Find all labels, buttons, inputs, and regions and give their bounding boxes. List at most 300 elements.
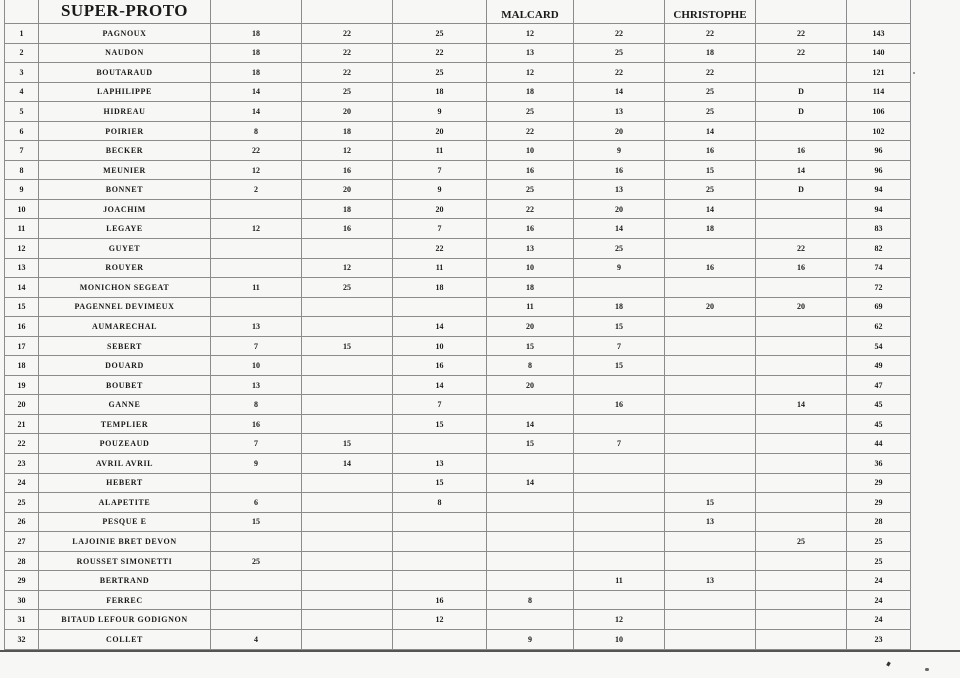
table-row xyxy=(5,121,911,141)
race-score-cell: 7 xyxy=(393,219,487,239)
table-row xyxy=(5,63,911,83)
race-score-cell xyxy=(756,219,847,239)
total-points-cell: 36 xyxy=(847,454,911,474)
race-score-cell: 18 xyxy=(487,82,574,102)
race-score-cell: 18 xyxy=(665,43,756,63)
rank-cell: 5 xyxy=(5,102,39,122)
table-row xyxy=(5,512,911,532)
total-points-cell: 140 xyxy=(847,43,911,63)
rank-cell: 18 xyxy=(5,356,39,376)
race-score-cell xyxy=(302,473,393,493)
race-score-cell: 12 xyxy=(211,160,302,180)
total-points-cell: 143 xyxy=(847,24,911,44)
race-column-header xyxy=(574,0,665,24)
rank-cell: 13 xyxy=(5,258,39,278)
table-row xyxy=(5,102,911,122)
race-score-cell: 13 xyxy=(574,180,665,200)
rank-cell: 16 xyxy=(5,317,39,337)
race-score-cell xyxy=(487,571,574,591)
race-score-cell xyxy=(487,610,574,630)
race-score-cell xyxy=(756,356,847,376)
competitor-name-cell: DOUARD xyxy=(39,356,211,376)
race-score-cell: 22 xyxy=(487,199,574,219)
rank-cell: 11 xyxy=(5,219,39,239)
race-score-cell: D xyxy=(756,180,847,200)
table-row xyxy=(5,375,911,395)
race-score-cell: 16 xyxy=(756,141,847,161)
race-score-cell: 13 xyxy=(665,512,756,532)
rank-cell: 26 xyxy=(5,512,39,532)
table-row xyxy=(5,297,911,317)
race-score-cell: 8 xyxy=(487,356,574,376)
race-score-cell: 16 xyxy=(393,356,487,376)
total-points-cell: 45 xyxy=(847,414,911,434)
race-score-cell xyxy=(665,395,756,415)
race-score-cell xyxy=(211,239,302,259)
race-score-cell xyxy=(574,512,665,532)
competitor-name-cell: MONICHON SEGEAT xyxy=(39,278,211,298)
race-score-cell xyxy=(756,629,847,649)
total-points-cell: 23 xyxy=(847,629,911,649)
table-row xyxy=(5,551,911,571)
rank-cell: 27 xyxy=(5,532,39,552)
total-points-cell: 25 xyxy=(847,551,911,571)
race-score-cell xyxy=(756,63,847,83)
competitor-name-cell: BOUBET xyxy=(39,375,211,395)
race-score-cell: 20 xyxy=(665,297,756,317)
race-score-cell xyxy=(665,629,756,649)
table-row xyxy=(5,258,911,278)
scan-speck xyxy=(925,668,929,671)
table-row xyxy=(5,278,911,298)
rank-cell: 20 xyxy=(5,395,39,415)
competitor-name-cell: PAGENNEL DEVIMEUX xyxy=(39,297,211,317)
race-score-cell xyxy=(211,473,302,493)
competitor-name-cell: POIRIER xyxy=(39,121,211,141)
race-score-cell: 10 xyxy=(574,629,665,649)
race-score-cell: 20 xyxy=(393,199,487,219)
race-score-cell: 22 xyxy=(756,239,847,259)
rank-cell: 28 xyxy=(5,551,39,571)
table-row xyxy=(5,180,911,200)
total-points-cell: 29 xyxy=(847,473,911,493)
race-score-cell: 14 xyxy=(574,219,665,239)
race-score-cell: 15 xyxy=(302,434,393,454)
race-score-cell: 7 xyxy=(393,160,487,180)
race-score-cell: 25 xyxy=(665,102,756,122)
race-score-cell: 15 xyxy=(665,160,756,180)
total-points-cell: 47 xyxy=(847,375,911,395)
race-score-cell xyxy=(302,551,393,571)
competitor-name-cell: LEGAYE xyxy=(39,219,211,239)
race-score-cell: 20 xyxy=(487,317,574,337)
race-score-cell xyxy=(665,610,756,630)
race-score-cell xyxy=(302,375,393,395)
competitor-name-cell: HEBERT xyxy=(39,473,211,493)
race-score-cell xyxy=(574,532,665,552)
race-column-header xyxy=(211,0,302,24)
race-score-cell: 13 xyxy=(665,571,756,591)
race-score-cell: 16 xyxy=(302,219,393,239)
total-points-cell: 102 xyxy=(847,121,911,141)
race-score-cell: 15 xyxy=(393,473,487,493)
race-score-cell: 12 xyxy=(393,610,487,630)
competitor-name-cell: ROUYER xyxy=(39,258,211,278)
race-score-cell xyxy=(302,297,393,317)
rank-cell: 6 xyxy=(5,121,39,141)
race-score-cell: 22 xyxy=(665,63,756,83)
race-score-cell: 16 xyxy=(574,160,665,180)
race-score-cell: 11 xyxy=(211,278,302,298)
category-title: SUPER-PROTO xyxy=(39,0,211,24)
total-points-cell: 45 xyxy=(847,395,911,415)
race-score-cell: 22 xyxy=(393,43,487,63)
competitor-name-cell: MEUNIER xyxy=(39,160,211,180)
race-score-cell: 25 xyxy=(665,180,756,200)
race-score-cell xyxy=(211,610,302,630)
race-column-header xyxy=(756,0,847,24)
race-score-cell: 7 xyxy=(574,434,665,454)
race-score-cell xyxy=(665,434,756,454)
table-row xyxy=(5,199,911,219)
table-row xyxy=(5,590,911,610)
competitor-name-cell: BITAUD LEFOUR GODIGNON xyxy=(39,610,211,630)
race-score-cell xyxy=(302,395,393,415)
competitor-name-cell: PAGNOUX xyxy=(39,24,211,44)
total-points-cell: 82 xyxy=(847,239,911,259)
race-score-cell: 16 xyxy=(211,414,302,434)
race-score-cell xyxy=(756,610,847,630)
table-row xyxy=(5,454,911,474)
race-score-cell: 12 xyxy=(211,219,302,239)
race-score-cell: 15 xyxy=(211,512,302,532)
race-score-cell xyxy=(756,121,847,141)
table-row xyxy=(5,414,911,434)
race-score-cell xyxy=(487,454,574,474)
total-points-cell: 94 xyxy=(847,180,911,200)
competitor-name-cell: SEBERT xyxy=(39,336,211,356)
competitor-name-cell: BOUTARAUD xyxy=(39,63,211,83)
race-score-cell: 20 xyxy=(574,121,665,141)
rank-cell: 12 xyxy=(5,239,39,259)
race-score-cell: 12 xyxy=(487,24,574,44)
race-score-cell: 25 xyxy=(487,180,574,200)
race-score-cell: 9 xyxy=(393,180,487,200)
table-row xyxy=(5,336,911,356)
race-score-cell: 25 xyxy=(393,24,487,44)
race-score-cell: 14 xyxy=(756,160,847,180)
rank-cell: 17 xyxy=(5,336,39,356)
race-score-cell: 14 xyxy=(487,414,574,434)
points-header xyxy=(847,0,911,24)
race-score-cell xyxy=(302,317,393,337)
race-score-cell xyxy=(574,414,665,434)
race-score-cell: 8 xyxy=(487,590,574,610)
race-score-cell: 20 xyxy=(487,375,574,395)
rank-cell: 9 xyxy=(5,180,39,200)
race-score-cell: 12 xyxy=(487,63,574,83)
competitor-name-cell: COLLET xyxy=(39,629,211,649)
race-score-cell xyxy=(211,199,302,219)
race-score-cell: 22 xyxy=(211,141,302,161)
total-points-cell: 74 xyxy=(847,258,911,278)
race-score-cell: D xyxy=(756,82,847,102)
race-score-cell: 15 xyxy=(665,493,756,513)
race-score-cell: 18 xyxy=(211,63,302,83)
competitor-name-cell: BECKER xyxy=(39,141,211,161)
race-score-cell: 14 xyxy=(756,395,847,415)
table-row xyxy=(5,141,911,161)
race-score-cell: 16 xyxy=(574,395,665,415)
race-score-cell: 18 xyxy=(487,278,574,298)
race-score-cell xyxy=(665,356,756,376)
race-score-cell xyxy=(756,551,847,571)
table-row xyxy=(5,395,911,415)
table-row xyxy=(5,317,911,337)
rank-header xyxy=(5,0,39,24)
competitor-name-cell: PESQUE E xyxy=(39,512,211,532)
race-score-cell xyxy=(756,317,847,337)
competitor-name-cell: BONNET xyxy=(39,180,211,200)
competitor-name-cell: HIDREAU xyxy=(39,102,211,122)
race-score-cell: 14 xyxy=(665,121,756,141)
rank-cell: 19 xyxy=(5,375,39,395)
race-score-cell: 25 xyxy=(487,102,574,122)
race-score-cell: D xyxy=(756,102,847,122)
competitor-name-cell: AVRIL AVRIL xyxy=(39,454,211,474)
table-row xyxy=(5,160,911,180)
race-score-cell xyxy=(211,532,302,552)
competitor-name-cell: ROUSSET SIMONETTI xyxy=(39,551,211,571)
race-score-cell: 18 xyxy=(302,199,393,219)
race-score-cell: 22 xyxy=(302,63,393,83)
race-score-cell: 22 xyxy=(393,239,487,259)
race-score-cell xyxy=(211,258,302,278)
race-score-cell: 11 xyxy=(574,571,665,591)
race-score-cell: 9 xyxy=(211,454,302,474)
race-score-cell: 9 xyxy=(487,629,574,649)
race-score-cell: 14 xyxy=(393,375,487,395)
rank-cell: 15 xyxy=(5,297,39,317)
rank-cell: 1 xyxy=(5,24,39,44)
race-score-cell: 9 xyxy=(574,258,665,278)
race-column-header: CHRISTOPHE xyxy=(665,0,756,24)
rank-cell: 21 xyxy=(5,414,39,434)
table-row xyxy=(5,473,911,493)
race-score-cell: 10 xyxy=(393,336,487,356)
race-score-cell: 13 xyxy=(487,239,574,259)
race-score-cell: 18 xyxy=(211,43,302,63)
race-score-cell: 20 xyxy=(393,121,487,141)
race-score-cell: 13 xyxy=(211,317,302,337)
total-points-cell: 25 xyxy=(847,532,911,552)
race-score-cell xyxy=(302,532,393,552)
race-score-cell: 14 xyxy=(393,317,487,337)
race-score-cell xyxy=(393,532,487,552)
race-score-cell: 14 xyxy=(665,199,756,219)
race-score-cell: 18 xyxy=(393,82,487,102)
competitor-name-cell: AUMARECHAL xyxy=(39,317,211,337)
competitor-name-cell: TEMPLIER xyxy=(39,414,211,434)
race-score-cell xyxy=(756,336,847,356)
race-score-cell xyxy=(211,571,302,591)
race-score-cell: 15 xyxy=(487,434,574,454)
rank-cell: 23 xyxy=(5,454,39,474)
race-score-cell: 12 xyxy=(302,141,393,161)
table-row xyxy=(5,610,911,630)
race-score-cell xyxy=(302,629,393,649)
race-score-cell xyxy=(393,297,487,317)
competitor-name-cell: BERTRAND xyxy=(39,571,211,591)
race-score-cell: 16 xyxy=(393,590,487,610)
race-score-cell: 15 xyxy=(302,336,393,356)
race-score-cell: 12 xyxy=(574,610,665,630)
race-column-header: MALCARD xyxy=(487,0,574,24)
race-score-cell: 11 xyxy=(393,141,487,161)
race-score-cell: 16 xyxy=(302,160,393,180)
table-row xyxy=(5,434,911,454)
race-score-cell xyxy=(574,551,665,571)
race-score-cell: 7 xyxy=(211,434,302,454)
rank-cell: 32 xyxy=(5,629,39,649)
race-score-cell xyxy=(487,395,574,415)
competitor-name-cell: LAPHILIPPE xyxy=(39,82,211,102)
race-score-cell xyxy=(574,278,665,298)
race-score-cell: 25 xyxy=(665,82,756,102)
race-score-cell: 20 xyxy=(756,297,847,317)
race-score-cell: 15 xyxy=(393,414,487,434)
race-score-cell xyxy=(302,590,393,610)
total-points-cell: 72 xyxy=(847,278,911,298)
competitor-name-cell: NAUDON xyxy=(39,43,211,63)
race-score-cell: 18 xyxy=(302,121,393,141)
race-score-cell: 10 xyxy=(487,258,574,278)
race-score-cell xyxy=(756,199,847,219)
race-score-cell: 11 xyxy=(393,258,487,278)
race-score-cell: 14 xyxy=(211,102,302,122)
rank-cell: 22 xyxy=(5,434,39,454)
rank-cell: 14 xyxy=(5,278,39,298)
race-score-cell: 14 xyxy=(574,82,665,102)
table-row xyxy=(5,356,911,376)
race-score-cell: 22 xyxy=(487,121,574,141)
race-column-header xyxy=(393,0,487,24)
race-score-cell xyxy=(487,512,574,532)
race-score-cell: 14 xyxy=(211,82,302,102)
race-score-cell: 18 xyxy=(574,297,665,317)
race-score-cell xyxy=(393,434,487,454)
table-row xyxy=(5,493,911,513)
race-score-cell xyxy=(756,571,847,591)
race-score-cell xyxy=(393,571,487,591)
race-score-cell: 8 xyxy=(211,121,302,141)
race-score-cell: 7 xyxy=(211,336,302,356)
race-score-cell: 12 xyxy=(302,258,393,278)
race-score-cell: 18 xyxy=(665,219,756,239)
rank-cell: 24 xyxy=(5,473,39,493)
race-score-cell: 25 xyxy=(756,532,847,552)
race-score-cell xyxy=(665,414,756,434)
competitor-name-cell: LAJOINIE BRET DEVON xyxy=(39,532,211,552)
race-score-cell xyxy=(756,590,847,610)
race-score-cell xyxy=(756,434,847,454)
race-score-cell xyxy=(302,239,393,259)
total-points-cell: 49 xyxy=(847,356,911,376)
race-score-cell xyxy=(756,414,847,434)
table-row xyxy=(5,24,911,44)
rank-cell: 25 xyxy=(5,493,39,513)
race-score-cell: 6 xyxy=(211,493,302,513)
race-score-cell: 20 xyxy=(574,199,665,219)
race-score-cell: 16 xyxy=(487,219,574,239)
race-score-cell xyxy=(574,493,665,513)
total-points-cell: 29 xyxy=(847,493,911,513)
race-score-cell: 13 xyxy=(487,43,574,63)
race-score-cell: 13 xyxy=(574,102,665,122)
table-header-row xyxy=(5,0,911,24)
race-score-cell xyxy=(665,239,756,259)
race-score-cell xyxy=(211,590,302,610)
race-score-cell xyxy=(665,473,756,493)
competitor-name-cell: FERREC xyxy=(39,590,211,610)
total-points-cell: 24 xyxy=(847,590,911,610)
rank-cell: 31 xyxy=(5,610,39,630)
race-score-cell xyxy=(393,551,487,571)
race-score-cell: 15 xyxy=(487,336,574,356)
race-score-cell: 16 xyxy=(487,160,574,180)
race-score-cell xyxy=(756,278,847,298)
race-score-cell: 16 xyxy=(756,258,847,278)
race-score-cell: 13 xyxy=(393,454,487,474)
race-score-cell: 9 xyxy=(393,102,487,122)
race-score-cell: 18 xyxy=(211,24,302,44)
total-points-cell: 28 xyxy=(847,512,911,532)
total-points-cell: 69 xyxy=(847,297,911,317)
race-score-cell xyxy=(574,454,665,474)
race-score-cell: 13 xyxy=(211,375,302,395)
total-points-cell: 24 xyxy=(847,571,911,591)
race-score-cell: 4 xyxy=(211,629,302,649)
rank-cell: 4 xyxy=(5,82,39,102)
race-score-cell: 15 xyxy=(574,356,665,376)
race-score-cell: 22 xyxy=(756,43,847,63)
table-row xyxy=(5,532,911,552)
competitor-name-cell: ALAPETITE xyxy=(39,493,211,513)
race-score-cell: 25 xyxy=(574,239,665,259)
total-points-cell: 106 xyxy=(847,102,911,122)
race-score-cell: 20 xyxy=(302,102,393,122)
race-score-cell xyxy=(487,493,574,513)
race-score-cell: 14 xyxy=(487,473,574,493)
rank-cell: 7 xyxy=(5,141,39,161)
table-row xyxy=(5,43,911,63)
race-score-cell xyxy=(393,512,487,532)
race-score-cell xyxy=(756,454,847,474)
total-points-cell: 96 xyxy=(847,141,911,161)
table-row xyxy=(5,629,911,649)
race-score-cell xyxy=(756,473,847,493)
total-points-cell: 114 xyxy=(847,82,911,102)
race-score-cell: 7 xyxy=(574,336,665,356)
race-score-cell: 7 xyxy=(393,395,487,415)
race-score-cell: 22 xyxy=(302,43,393,63)
race-score-cell: 22 xyxy=(574,63,665,83)
total-points-cell: 54 xyxy=(847,336,911,356)
rank-cell: 2 xyxy=(5,43,39,63)
total-points-cell: 96 xyxy=(847,160,911,180)
competitor-name-cell: POUZEAUD xyxy=(39,434,211,454)
race-score-cell: 22 xyxy=(302,24,393,44)
